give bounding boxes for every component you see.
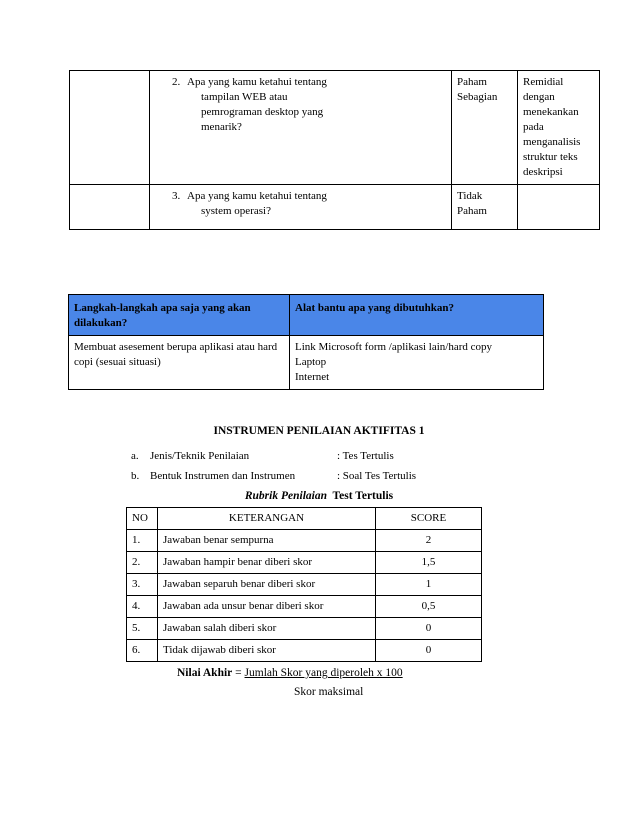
empty-cell: [70, 71, 150, 185]
rubric-title: [0, 489, 638, 504]
status-cell: [452, 185, 518, 230]
table-header-row: [69, 295, 544, 336]
table-row: [127, 552, 482, 574]
meta-marker: a.: [131, 450, 139, 462]
table-row: [127, 530, 482, 552]
steps-table: [68, 294, 544, 390]
row-no: 4.: [127, 596, 158, 618]
rubric-table: [126, 507, 482, 662]
meta-label: Bentuk Instrumen dan Instrumen: [150, 470, 296, 482]
action-line: menganalisis: [523, 136, 581, 148]
row-keterangan: Jawaban salah diberi skor: [158, 618, 376, 640]
meta-value: : Tes Tertulis: [337, 450, 394, 462]
steps-header: [69, 295, 290, 336]
action-line: struktur teks: [523, 151, 578, 163]
action-line: menekankan: [523, 106, 579, 118]
table-header-row: [127, 508, 482, 530]
row-keterangan: Tidak dijawab diberi skor: [158, 640, 376, 662]
action-line: Remidial: [523, 76, 564, 88]
row-score: 1: [376, 574, 482, 596]
tools-line: Laptop: [295, 356, 327, 368]
header-keterangan: KETERANGAN: [158, 508, 376, 530]
row-score: 0: [376, 640, 482, 662]
empty-cell: [70, 185, 150, 230]
table-row: [127, 596, 482, 618]
steps-line: copi (sesuai situasi): [74, 356, 161, 368]
formula-equals: =: [232, 667, 245, 679]
row-score: 0: [376, 618, 482, 640]
status-line: Paham: [457, 76, 487, 88]
tools-header: Alat bantu apa yang dibutuhkan?: [290, 295, 544, 336]
header-line: dilakukan?: [74, 317, 128, 329]
action-cell: [518, 71, 600, 185]
row-keterangan: Jawaban ada unsur benar diberi skor: [158, 596, 376, 618]
table-row: [127, 618, 482, 640]
question-cell: [150, 71, 452, 185]
action-line: deskripsi: [523, 166, 563, 178]
assessment-table: [69, 70, 600, 230]
final-score-formula: [177, 666, 403, 681]
meta-value: : Soal Tes Tertulis: [337, 470, 417, 482]
header-no: NO: [127, 508, 158, 530]
formula-label: Nilai Akhir: [177, 667, 233, 679]
status-cell: [452, 71, 518, 185]
tools-line: Internet: [295, 371, 330, 383]
table-row: [69, 336, 544, 390]
header-score: SCORE: [376, 508, 482, 530]
action-line: pada: [523, 121, 544, 133]
question-line: system operasi?: [201, 205, 271, 217]
status-line: Tidak: [457, 190, 483, 202]
row-score: 2: [376, 530, 482, 552]
steps-line: Membuat asesement berupa aplikasi atau hard: [74, 341, 278, 353]
formula-denominator: Skor maksimal: [294, 686, 364, 698]
question-line: pemrograman desktop yang: [201, 106, 324, 118]
table-row: [70, 185, 600, 230]
row-score: 1,5: [376, 552, 482, 574]
table-row: [127, 640, 482, 662]
status-line: Sebagian: [457, 91, 498, 103]
tools-line: Link Microsoft form /aplikasi lain/hard copy: [295, 341, 493, 353]
question-number: 2.: [172, 76, 181, 88]
row-no: 5.: [127, 618, 158, 640]
header-line: Langkah-langkah apa saja yang akan: [74, 302, 251, 314]
table-row: [127, 574, 482, 596]
rubric-title-italic: Rubrik Penilaian: [244, 490, 327, 502]
status-line: Paham: [457, 205, 487, 217]
row-no: 1.: [127, 530, 158, 552]
action-line: dengan: [523, 91, 555, 103]
row-no: 3.: [127, 574, 158, 596]
table-row: [70, 71, 600, 185]
row-no: 2.: [127, 552, 158, 574]
question-line: menarik?: [201, 121, 242, 133]
question-cell: [150, 185, 452, 230]
row-keterangan: Jawaban hampir benar diberi skor: [158, 552, 376, 574]
row-keterangan: Jawaban separuh benar diberi skor: [158, 574, 376, 596]
rubric-title-rest: Test Tertulis: [332, 490, 394, 502]
meta-label: Jenis/Teknik Penilaian: [150, 450, 250, 462]
formula-numerator: Jumlah Skor yang diperoleh x 100: [244, 667, 403, 679]
question-number: 3.: [172, 190, 181, 202]
meta-marker: b.: [131, 470, 140, 482]
steps-cell: [69, 336, 290, 390]
question-line: Apa yang kamu ketahui tentang: [187, 190, 327, 202]
action-cell: [518, 185, 600, 230]
row-score: 0,5: [376, 596, 482, 618]
row-keterangan: Jawaban benar sempurna: [158, 530, 376, 552]
question-line: Apa yang kamu ketahui tentang: [187, 76, 327, 88]
row-no: 6.: [127, 640, 158, 662]
tools-cell: [290, 336, 544, 390]
question-line: tampilan WEB atau: [201, 91, 288, 103]
instrument-title: INSTRUMEN PENILAIAN AKTIFITAS 1: [213, 425, 425, 437]
